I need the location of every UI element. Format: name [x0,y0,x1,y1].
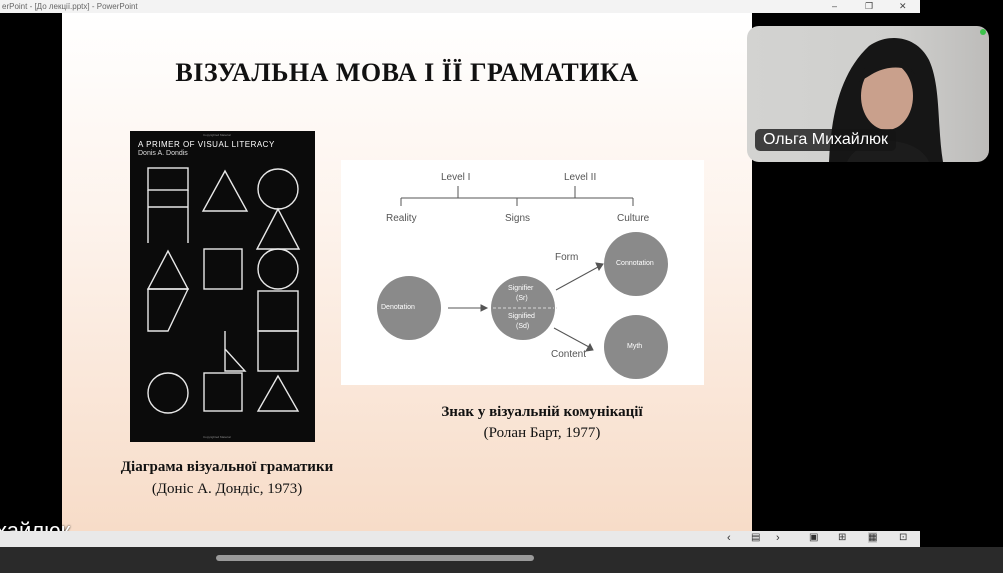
book-shapes-illustration [130,131,315,442]
node-signifier: Signifier [508,285,534,292]
diagram-graphics [341,160,704,385]
slideshow-icon[interactable]: ⊡ [899,532,908,543]
minimize-button[interactable]: – [832,1,838,11]
node-connotation: Connotation [616,260,654,267]
normal-view-icon[interactable]: ▣ [809,532,819,543]
slide-sorter-icon[interactable]: ⊞ [838,532,847,543]
book-title: A PRIMER OF VISUAL LITERACY [138,140,275,149]
barthes-sign-diagram [341,160,704,385]
restore-button[interactable]: ❐ [865,1,874,11]
label-signs: Signs [505,213,531,224]
close-button[interactable]: ✕ [899,1,907,11]
node-signifier-abbr: (Sr) [516,295,528,302]
node-denotation: Denotation [381,304,415,311]
chevron-left-icon[interactable]: ‹ [727,532,731,544]
node-signified-abbr: (Sd) [516,323,530,330]
chevron-right-icon[interactable]: › [776,532,780,544]
slide-title: ВІЗУАЛЬНА МОВА І ЇЇ ГРАМАТИКА [175,58,639,87]
participant-name-label: Ольга Михайлюк [755,129,896,151]
label-culture: Culture [617,213,650,224]
powerpoint-statusbar [0,531,920,547]
book-copyright-bottom: Copyrighted Material [203,435,231,439]
book-author: Donis A. Dondis [138,150,188,157]
caption-dondis-source: (Доніс А. Дондіс, 1973) [151,481,303,497]
notes-icon[interactable]: ▤ [751,532,761,543]
label-content: Content [551,349,587,360]
caption-barthes-title: Знак у візуальній комунікації [441,404,643,420]
window-title: erPoint - [До лекції.pptx] - PowerPoint [2,2,138,11]
horizontal-scrollbar[interactable] [216,555,534,561]
book-copyright-top: Copyrighted Material [203,133,231,137]
label-form: Form [555,252,579,263]
node-signified: Signified [508,313,535,320]
reading-view-icon[interactable]: ▦ [868,532,878,543]
status-indicator-icon [980,29,986,35]
node-myth: Myth [627,343,643,350]
book-cover-image [130,131,315,442]
label-reality: Reality [386,213,417,224]
caption-barthes-source: (Ролан Барт, 1977) [483,425,601,441]
window-titlebar [0,0,920,13]
caption-dondis-title: Діаграма візуальної граматики [120,459,334,475]
participant-video-tile[interactable] [747,26,989,162]
label-level-1: Level I [441,172,471,183]
label-level-2: Level II [564,172,597,183]
